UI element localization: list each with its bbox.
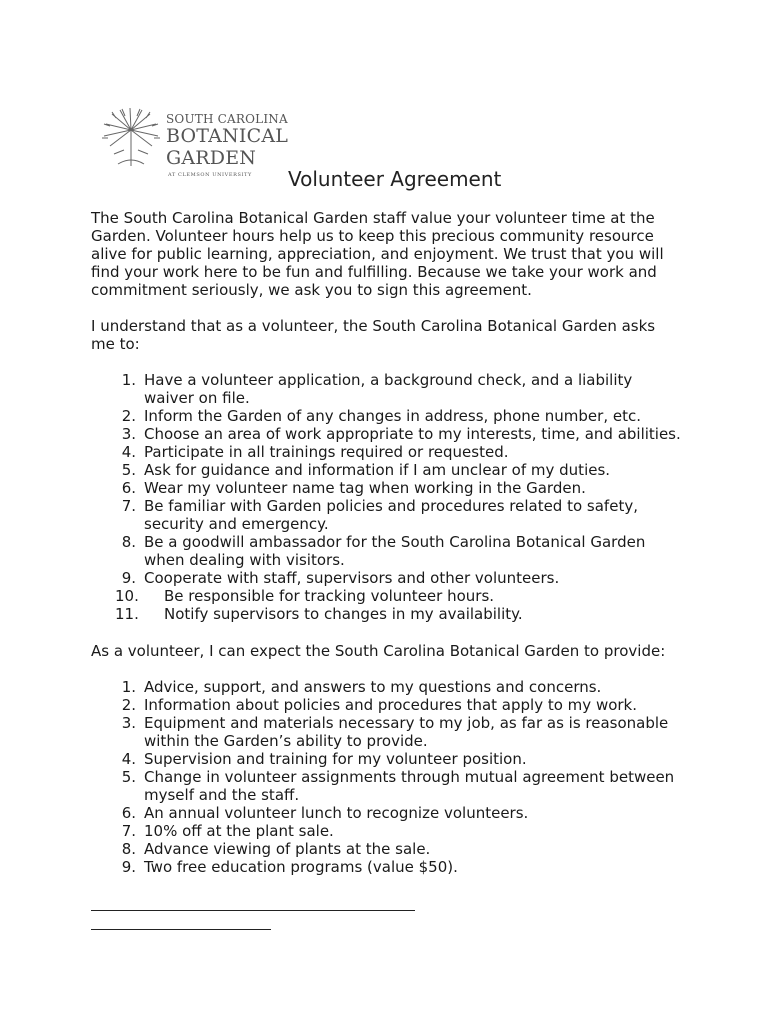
item-text-line: Be a goodwill ambassador for the South Carolina Botanical Garden xyxy=(144,533,646,551)
item-number: 8. xyxy=(121,840,136,858)
list-item xyxy=(91,407,681,425)
item-text xyxy=(144,425,681,443)
palmetto-icon xyxy=(98,106,164,168)
logo-line-1: SOUTH CAROLINA xyxy=(166,112,288,126)
item-number: 4. xyxy=(121,750,136,768)
item-text xyxy=(164,605,523,623)
item-number: 4. xyxy=(121,443,136,461)
item-text-line: An annual volunteer lunch to recognize volunteers. xyxy=(144,804,529,822)
intro-line: alive for public learning, appreciation, and enjoyment. We trust that you will xyxy=(91,245,664,263)
item-text-line: Participate in all trainings required or requested. xyxy=(144,443,509,461)
item-text xyxy=(144,443,508,461)
item-text-line: Advice, support, and answers to my questions and concerns. xyxy=(144,678,602,696)
provides-intro: As a volunteer, I can expect the South Carolina Botanical Garden to provide: xyxy=(91,642,666,660)
item-text xyxy=(164,587,494,605)
item-text xyxy=(144,714,668,750)
intro-line: commitment seriously, we ask you to sign this agreement. xyxy=(91,281,532,299)
intro-line: Garden. Volunteer hours help us to keep this precious community resource xyxy=(91,227,654,245)
item-text-line: Supervision and training for my volunteer position. xyxy=(144,750,527,768)
item-number: 1. xyxy=(121,678,136,696)
list-item xyxy=(91,696,674,714)
item-number: 2. xyxy=(121,407,136,425)
list-item xyxy=(91,750,674,768)
item-text xyxy=(144,479,586,497)
item-number: 6. xyxy=(121,479,136,497)
item-text-line: within the Garden’s ability to provide. xyxy=(144,732,428,750)
item-number: 8. xyxy=(121,533,136,551)
list-item xyxy=(91,425,681,443)
intro-line: The South Carolina Botanical Garden staff value your volunteer time at the xyxy=(91,209,655,227)
list-item xyxy=(91,714,674,750)
item-text xyxy=(144,678,601,696)
item-text-line: when dealing with visitors. xyxy=(144,551,345,569)
item-number: 5. xyxy=(121,768,136,786)
list-item xyxy=(91,443,681,461)
item-number: 7. xyxy=(121,497,136,515)
item-text-line: Ask for guidance and information if I am unclear of my duties. xyxy=(144,461,611,479)
item-number: 3. xyxy=(121,714,136,732)
list-item xyxy=(91,678,674,696)
item-text xyxy=(144,696,637,714)
logo-line-2: BOTANICAL xyxy=(166,125,289,147)
list-item xyxy=(91,569,681,587)
item-number: 5. xyxy=(121,461,136,479)
item-text-line: Cooperate with staff, supervisors and other volunteers. xyxy=(144,569,560,587)
item-number: 10. xyxy=(115,587,139,605)
garden-logo xyxy=(98,104,298,184)
item-text xyxy=(144,768,674,804)
item-text xyxy=(144,750,527,768)
item-number: 3. xyxy=(121,425,136,443)
list-item xyxy=(91,858,674,876)
asks-list xyxy=(91,371,681,623)
item-text xyxy=(144,533,645,569)
item-text xyxy=(144,497,638,533)
item-text-line: Wear my volunteer name tag when working in the Garden. xyxy=(144,479,586,497)
item-text-line: Equipment and materials necessary to my job, as far as is reasonable xyxy=(144,714,669,732)
item-text-line: Choose an area of work appropriate to my interests, time, and abilities. xyxy=(144,425,681,443)
list-item xyxy=(91,605,681,623)
asks-intro-line: me to: xyxy=(91,335,140,353)
item-text xyxy=(144,461,610,479)
item-number: 2. xyxy=(121,696,136,714)
intro-paragraph xyxy=(91,209,664,299)
item-text-line: Advance viewing of plants at the sale. xyxy=(144,840,431,858)
item-text-line: Two free education programs (value $50). xyxy=(144,858,458,876)
item-text-line: security and emergency. xyxy=(144,515,329,533)
item-text-line: waiver on file. xyxy=(144,389,250,407)
list-item xyxy=(91,768,674,804)
item-text-line: 10% off at the plant sale. xyxy=(144,822,334,840)
item-text-line: Have a volunteer application, a background check, and a liability xyxy=(144,371,633,389)
intro-line: find your work here to be fun and fulfilling. Because we take your work and xyxy=(91,263,657,281)
asks-intro xyxy=(91,317,655,353)
item-number: 6. xyxy=(121,804,136,822)
item-number: 11. xyxy=(115,605,139,623)
list-item xyxy=(91,533,681,569)
list-item xyxy=(91,497,681,533)
list-item xyxy=(91,461,681,479)
signature-line xyxy=(91,910,415,911)
date-line xyxy=(91,929,271,930)
list-item xyxy=(91,822,674,840)
item-text-line: Notify supervisors to changes in my availability. xyxy=(164,605,523,623)
item-text-line: Change in volunteer assignments through mutual agreement between xyxy=(144,768,675,786)
item-text xyxy=(144,858,458,876)
item-number: 1. xyxy=(121,371,136,389)
item-text-line: Inform the Garden of any changes in address, phone number, etc. xyxy=(144,407,641,425)
item-number: 9. xyxy=(121,569,136,587)
asks-intro-line: I understand that as a volunteer, the South Carolina Botanical Garden asks xyxy=(91,317,656,335)
list-item xyxy=(91,479,681,497)
provides-list xyxy=(91,678,674,876)
item-number: 9. xyxy=(121,858,136,876)
list-item xyxy=(91,840,674,858)
item-text xyxy=(144,371,632,407)
list-item xyxy=(91,371,681,407)
item-text-line: Be familiar with Garden policies and procedures related to safety, xyxy=(144,497,638,515)
item-text-line: Be responsible for tracking volunteer hours. xyxy=(164,587,495,605)
list-item xyxy=(91,587,681,605)
item-text xyxy=(144,822,334,840)
logo-line-4: AT CLEMSON UNIVERSITY xyxy=(168,172,252,178)
document-title: Volunteer Agreement xyxy=(288,167,502,191)
item-text-line: Information about policies and procedures that apply to my work. xyxy=(144,696,638,714)
item-number: 7. xyxy=(121,822,136,840)
item-text-line: myself and the staff. xyxy=(144,786,300,804)
logo-line-3: GARDEN xyxy=(166,147,257,169)
list-item xyxy=(91,804,674,822)
item-text xyxy=(144,569,559,587)
item-text xyxy=(144,840,430,858)
item-text xyxy=(144,804,528,822)
item-text xyxy=(144,407,641,425)
